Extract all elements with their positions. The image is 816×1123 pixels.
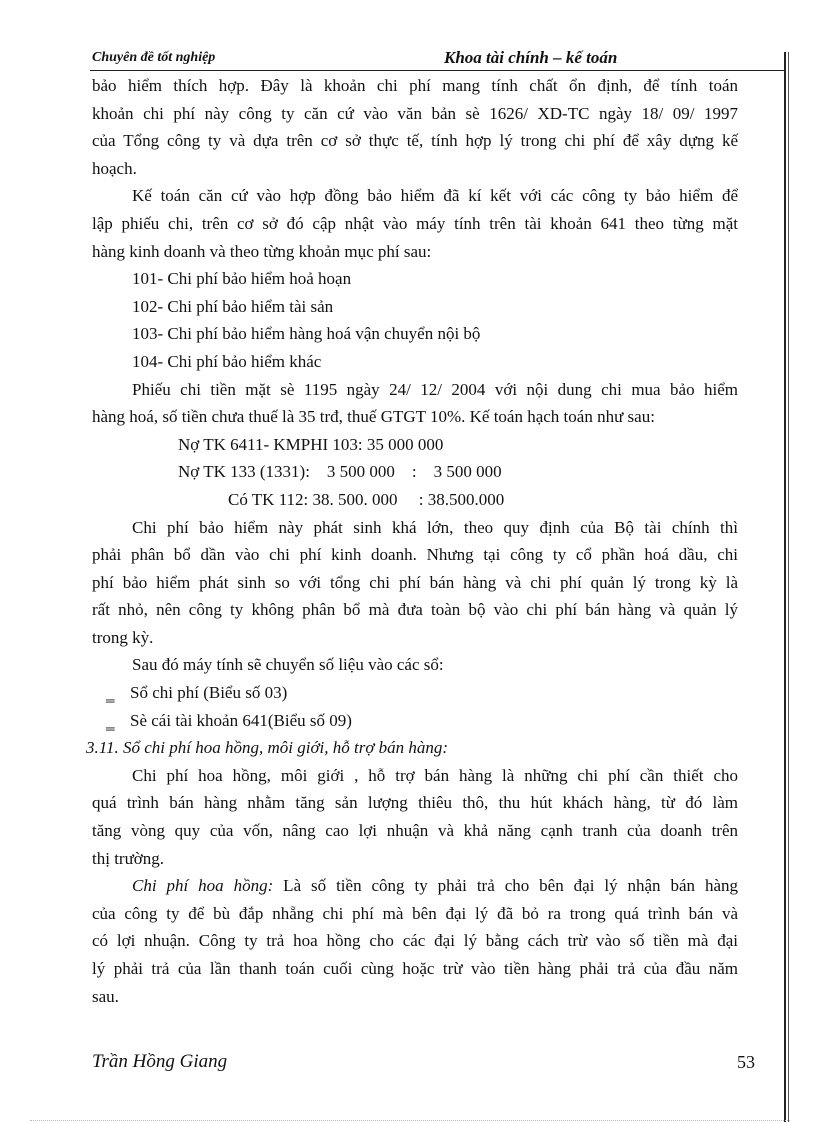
term-label: Chi phí hoa hồng:: [132, 876, 274, 896]
paragraph-line: lý phải trả của lần thanh toán cuối cùng hoặc trừ vào tiền hàng phải trả của đầu năm: [92, 959, 738, 978]
bullet-item: [92, 707, 738, 735]
paragraph-line: hàng hoá, số tiền chưa thuế là 35 trđ, thuế GTGT 10%. Kế toán hạch toán như sau:: [92, 407, 655, 427]
paragraph-line: sau.: [92, 986, 119, 1006]
paragraph-text: Là số tiền công ty phải trả cho bên đại lý nhận bán hàng: [273, 876, 738, 896]
journal-entry-debit-6411: Nợ TK 6411- KMPHI 103: 35 000 000: [178, 434, 444, 454]
paragraph-line: [92, 872, 738, 900]
paragraph-line: tăng vòng quy của vốn, nâng cao lợi nhuận và khả năng cạnh tranh của doanh trên: [92, 821, 738, 841]
list-item: 104- Chi phí bảo hiểm khác: [132, 351, 322, 371]
footer-author: Trần Hồng Giang: [92, 1051, 228, 1072]
paragraph-line: quá trình bán hàng nhằm tăng sản lượng thiêu thô, thu hút khách hàng, từ đó làm: [92, 793, 738, 813]
paragraph-line: lập phiếu chi, trên cơ sở đó cập nhật vào máy tính trên tài khoản 641 theo từng mặt: [92, 213, 738, 233]
paragraph-line: Phiếu chi tiền mặt sè 1195 ngày 24/ 12/ 2004 với nội dung chi mua bảo hiểm: [132, 379, 738, 399]
header-thesis-title: Chuyên đề tốt nghiệp: [92, 50, 216, 65]
paragraph-line: phải phân bổ dần vào chi phí kinh doanh. Nhưng tại công ty cổ phần hoá dầu, chi: [92, 545, 738, 565]
page-border-right: [784, 52, 786, 1122]
paragraph-line: bảo hiểm thích hợp. Đây là khoản chi phí mang tính chất ổn định, để tính toán: [92, 76, 738, 95]
bullet-text: Sè cái tài khoản 641(Biểu số 09): [130, 710, 352, 730]
paragraph-line: rất nhỏ, nên công ty không phân bổ mà đưa toàn bộ vào chi phí bán hàng và quản lý: [92, 600, 738, 620]
journal-entry-debit-133: Nợ TK 133 (1331): 3 500 000 : 3 500 000: [178, 462, 502, 482]
list-item: 103- Chi phí bảo hiểm hàng hoá vận chuyển nội bộ: [132, 324, 481, 344]
list-item: 102- Chi phí bảo hiểm tài sản: [132, 296, 334, 316]
paragraph-line: thị trường.: [92, 848, 165, 868]
paragraph-line: khoản chi phí này công ty căn cứ vào văn bản sè 1626/ XD-TC ngày 18/ 09/ 1997: [92, 103, 738, 123]
bullet-text: Sổ chi phí (Biểu số 03): [130, 683, 288, 703]
paragraph-line: hoạch.: [92, 158, 137, 178]
paragraph-line: Chi phí bảo hiểm này phát sinh khá lớn, theo quy định của Bộ tài chính thì: [132, 517, 738, 537]
paragraph-line: của Tổng công ty và dựa trên cơ sở thực tế, tính hợp lý trong chi phí để xây dựng kế: [92, 131, 738, 151]
paragraph-line: phí bảo hiểm phát sinh so với tổng chi phí bán hàng và chi phí quản lý trong kỳ là: [92, 572, 738, 592]
document-body: [86, 72, 738, 1010]
bullet-mark: ‗: [106, 710, 115, 730]
header-faculty: Khoa tài chính – kế toán: [444, 48, 618, 67]
list-item: 101- Chi phí bảo hiểm hoả hoạn: [132, 269, 352, 289]
header-rule: [90, 70, 784, 71]
footer-rule: [30, 1120, 790, 1121]
paragraph-line: trong kỳ.: [92, 627, 154, 647]
paragraph-line: có lợi nhuận. Công ty trả hoa hồng cho các đại lý bằng cách trừ vào số tiền mà đại: [92, 931, 738, 951]
paragraph-line: Kế toán căn cứ vào hợp đồng bảo hiểm đã kí kết với các công ty bảo hiểm để: [132, 186, 738, 206]
bullet-mark: ‗: [106, 683, 115, 703]
paragraph-line: Chi phí hoa hồng, môi giới , hỗ trợ bán hàng là những chi phí cần thiết cho: [132, 765, 738, 785]
bullet-item: [92, 679, 738, 707]
section-heading: 3.11. Sổ chi phí hoa hồng, môi giới, hỗ trợ bán hàng:: [86, 738, 449, 758]
journal-entry-credit-112: Có TK 112: 38. 500. 000 : 38.500.000: [228, 489, 505, 509]
paragraph-line: Sau đó máy tính sẽ chuyển số liệu vào các sổ:: [132, 655, 444, 675]
paragraph-line: hàng kinh doanh và theo từng khoản mục phí sau:: [92, 241, 432, 261]
page-border-right-inner: [788, 52, 789, 1122]
paragraph-line: của công ty để bù đắp nhẵng chi phí mà bên đại lý đã bỏ ra trong quá trình bán và: [92, 903, 738, 923]
page-number: 53: [737, 1052, 755, 1072]
page-header: [92, 50, 752, 70]
